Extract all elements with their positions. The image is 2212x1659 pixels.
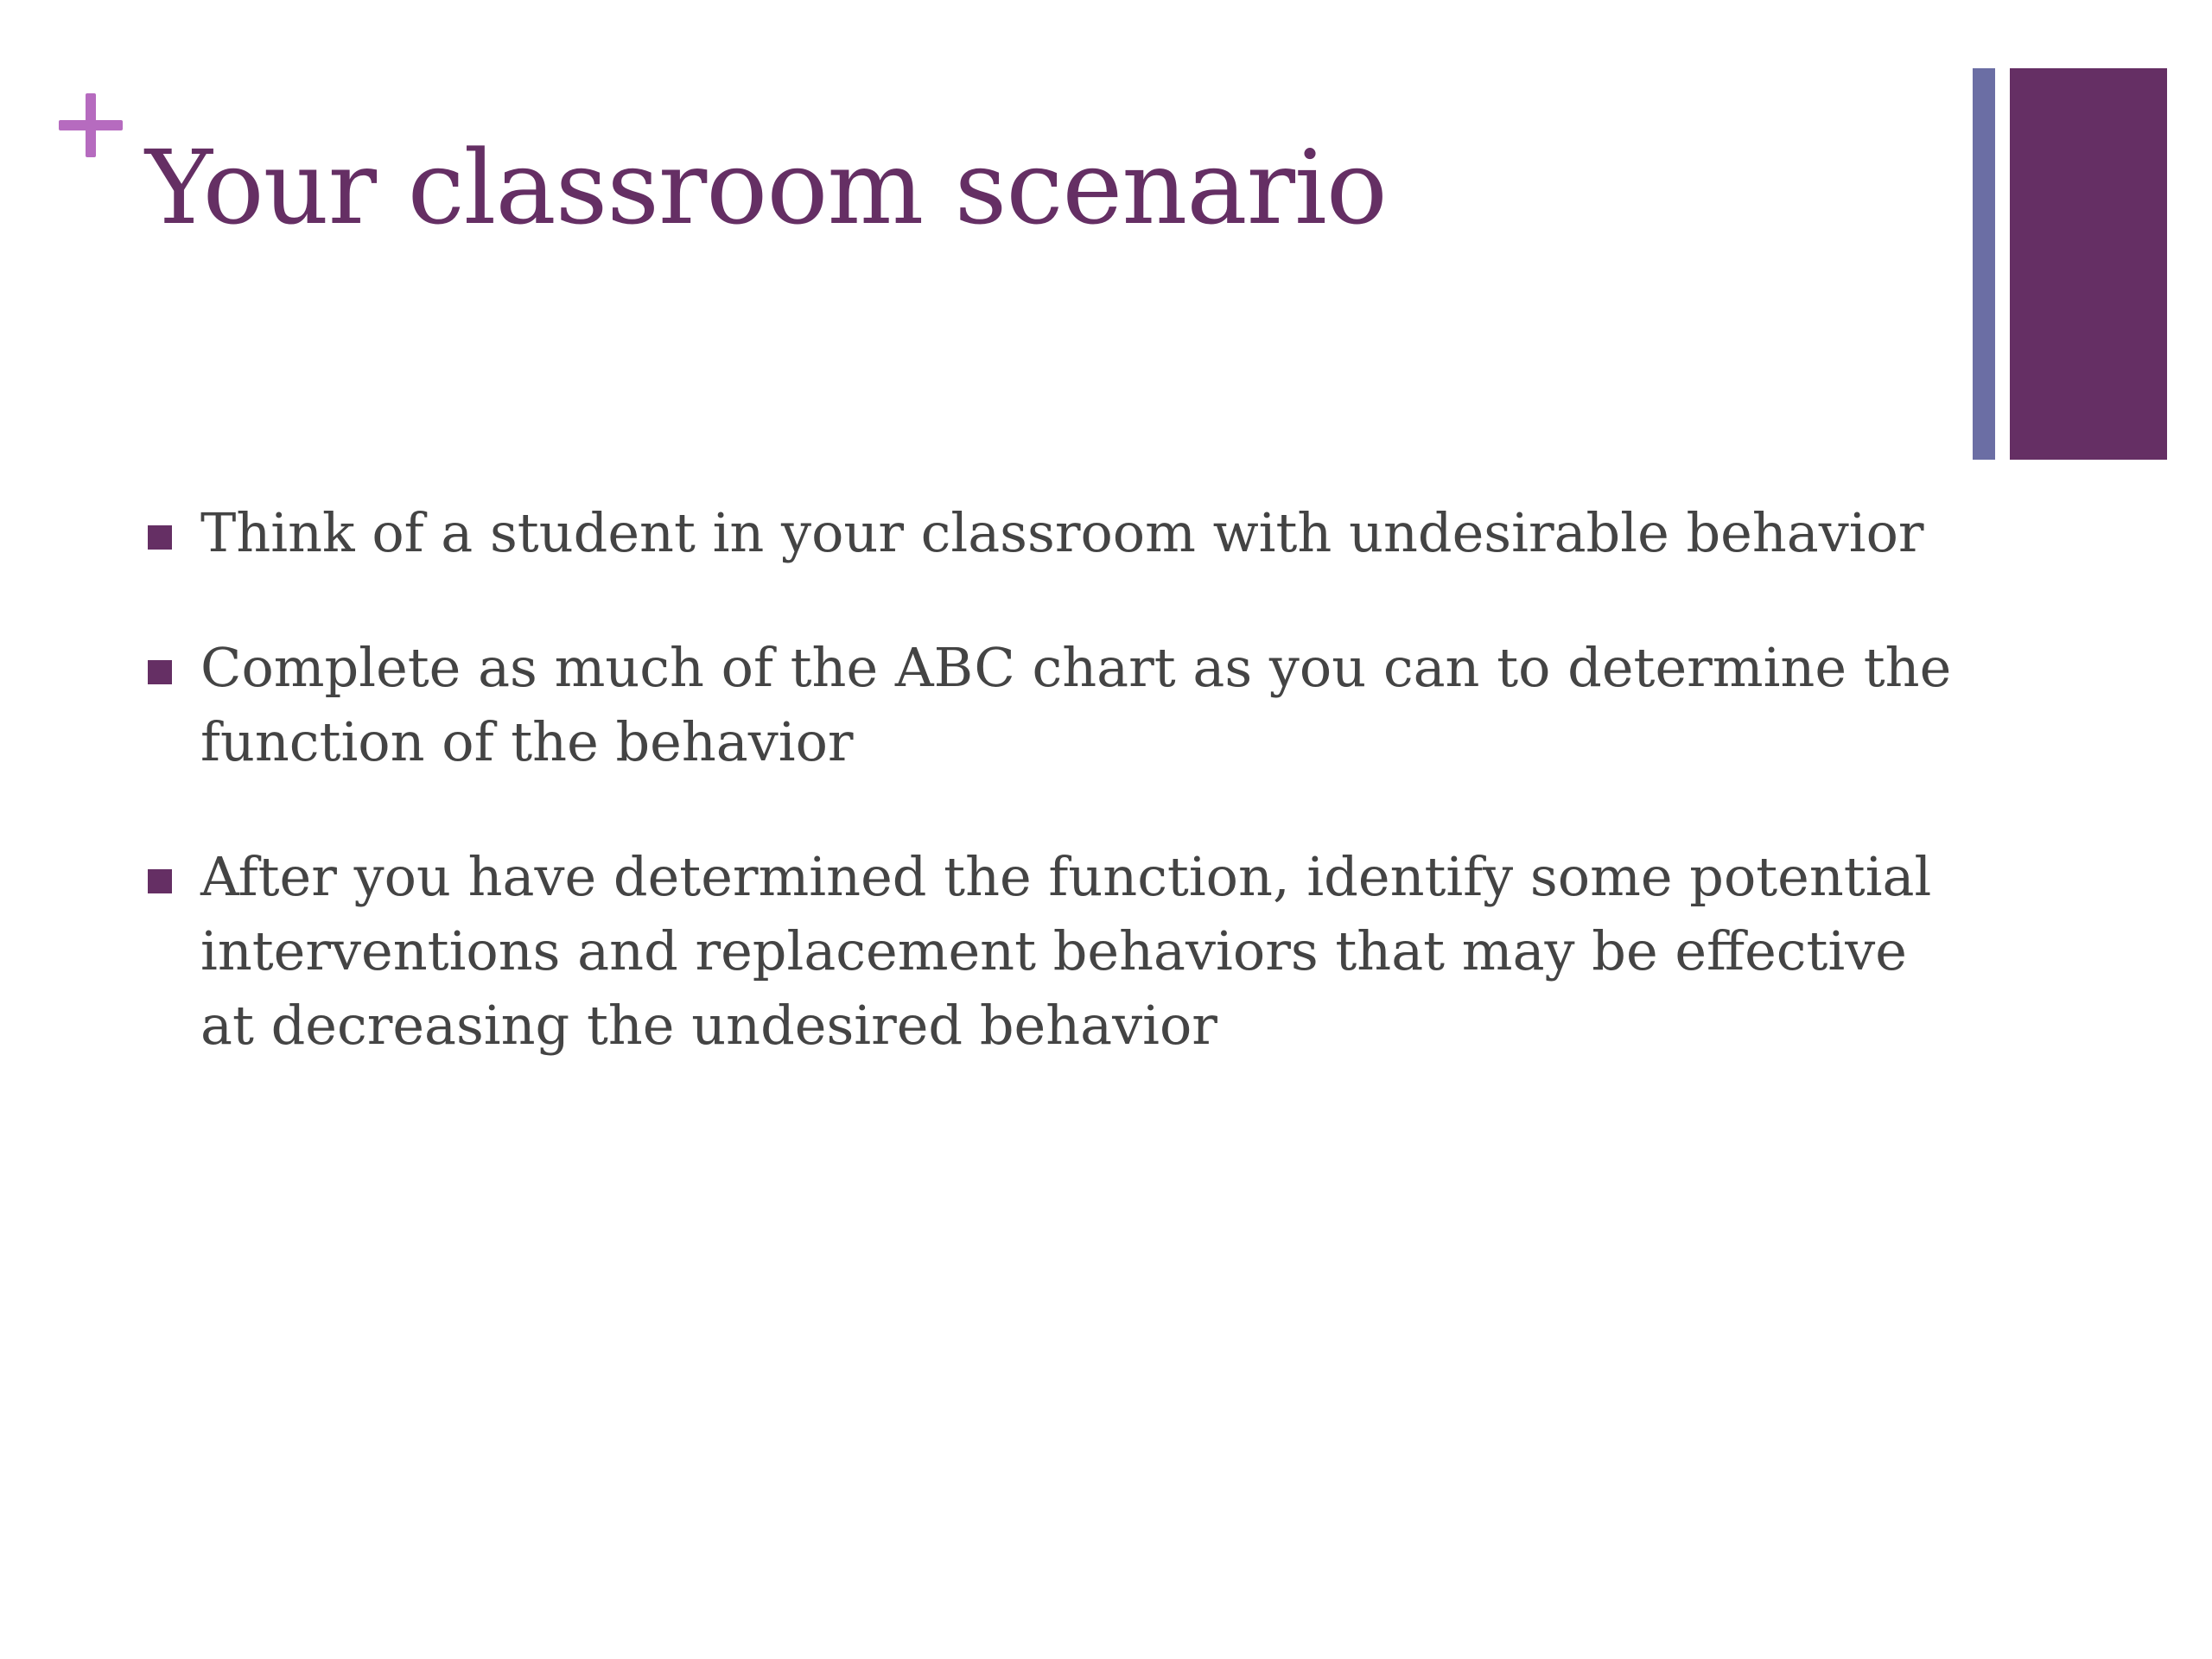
decorative-bar-thin (1973, 68, 1995, 460)
bullet-text: Complete as much of the ABC chart as you can to determine the function of the behavior (200, 636, 1952, 773)
plus-icon (59, 93, 123, 157)
bullet-item (145, 840, 1960, 1063)
square-bullet-icon (148, 869, 172, 893)
square-bullet-icon (148, 660, 172, 684)
bullet-text: After you have determined the function, identify some potential interventions and replacement behaviors that may be effective at decreasing the undesired behavior (200, 845, 1932, 1057)
bullet-item (145, 631, 1960, 779)
square-bullet-icon (148, 525, 172, 550)
decorative-bar-wide (2010, 68, 2167, 460)
bullet-list (145, 496, 1960, 1123)
bullet-item (145, 496, 1960, 570)
bullet-text: Think of a student in your classroom with undesirable behavior (200, 501, 1924, 564)
slide-title: Your classroom scenario (145, 128, 1387, 247)
